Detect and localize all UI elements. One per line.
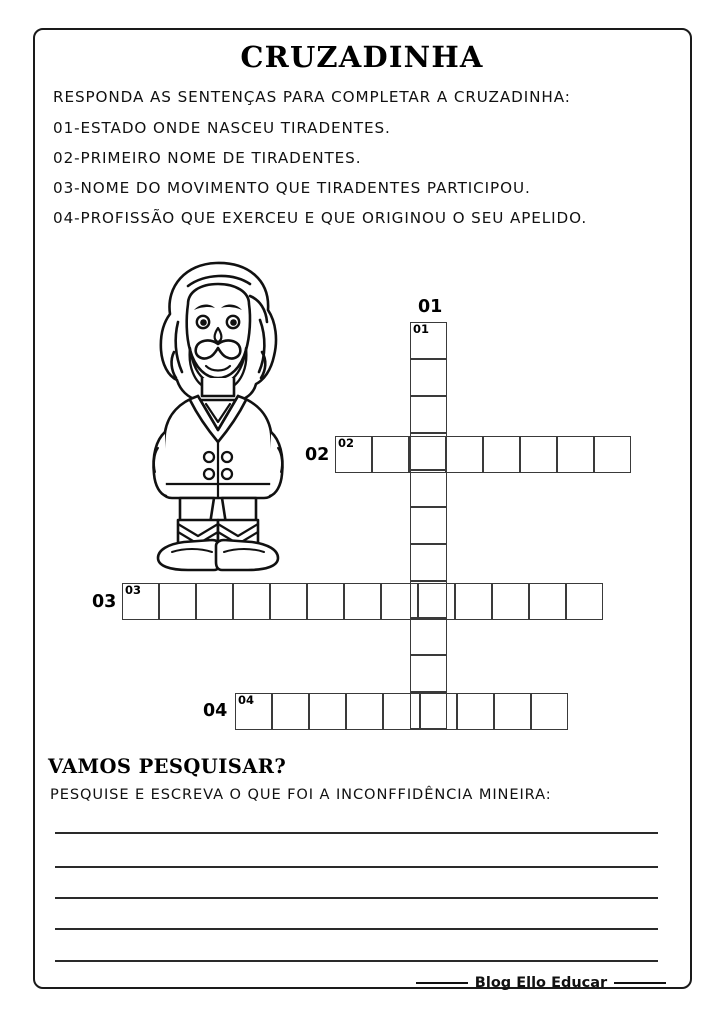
- crossword-label-02: 02: [305, 445, 330, 465]
- crossword-label-04: 04: [203, 701, 228, 721]
- crossword-cell[interactable]: [494, 693, 531, 730]
- crossword-cell[interactable]: [122, 583, 159, 620]
- crossword-cell[interactable]: [372, 436, 409, 473]
- footer-rule-right: [614, 982, 666, 984]
- crossword-cell[interactable]: [309, 693, 346, 730]
- footer-label: Blog Ello Educar: [474, 975, 608, 991]
- answer-line[interactable]: [55, 832, 658, 834]
- crossword-cell[interactable]: [410, 507, 447, 544]
- crossword-cell[interactable]: [346, 693, 383, 730]
- crossword-cell[interactable]: [557, 436, 594, 473]
- crossword-cell[interactable]: [446, 436, 483, 473]
- footer: [416, 975, 666, 991]
- crossword-cell[interactable]: [272, 693, 309, 730]
- crossword-cell[interactable]: [566, 583, 603, 620]
- crossword-cell-number: 03: [125, 583, 142, 597]
- research-heading: VAMOS PESQUISAR?: [48, 755, 287, 778]
- crossword-cell[interactable]: [529, 583, 566, 620]
- crossword-cell[interactable]: [307, 583, 344, 620]
- crossword-cell[interactable]: [455, 583, 492, 620]
- answer-line[interactable]: [55, 866, 658, 868]
- crossword-cell[interactable]: [594, 436, 631, 473]
- answer-line[interactable]: [55, 960, 658, 962]
- clue-item-04: 04-PROFISSÃO QUE EXERCEU E QUE ORIGINOU O SEU APELIDO.: [53, 209, 588, 227]
- crossword-cell[interactable]: [410, 544, 447, 581]
- crossword-cell[interactable]: [344, 583, 381, 620]
- instructions-block: [53, 88, 663, 239]
- crossword-cell[interactable]: [383, 693, 420, 730]
- instructions-lead: RESPONDA AS SENTENÇAS PARA COMPLETAR A CRUZADINHA:: [53, 88, 571, 106]
- research-prompt: PESQUISE E ESCREVA O QUE FOI A INCONFFIDÊNCIA MINEIRA:: [50, 786, 552, 803]
- crossword-cell-number: 01: [413, 322, 430, 336]
- crossword-cell[interactable]: [410, 359, 447, 396]
- crossword-cell[interactable]: [418, 583, 455, 620]
- crossword-cell[interactable]: [410, 618, 447, 655]
- crossword-cell[interactable]: [483, 436, 520, 473]
- crossword-cell[interactable]: [233, 583, 270, 620]
- answer-line[interactable]: [55, 897, 658, 899]
- crossword-cell[interactable]: [410, 396, 447, 433]
- crossword-cell[interactable]: [196, 583, 233, 620]
- crossword-cell-number: 04: [238, 693, 255, 707]
- page-title: CRUZADINHA: [240, 40, 484, 74]
- crossword-cell[interactable]: [492, 583, 529, 620]
- crossword-cell[interactable]: [381, 583, 418, 620]
- crossword-cell[interactable]: [520, 436, 557, 473]
- clue-item-03: 03-NOME DO MOVIMENTO QUE TIRADENTES PARTICIPOU.: [53, 179, 531, 197]
- clue-item-02: 02-PRIMEIRO NOME DE TIRADENTES.: [53, 149, 362, 167]
- crossword-cell[interactable]: [235, 693, 272, 730]
- crossword-cell[interactable]: [410, 322, 447, 359]
- crossword-cell[interactable]: [159, 583, 196, 620]
- crossword-cell-number: 02: [338, 436, 355, 450]
- crossword-cell[interactable]: [410, 655, 447, 692]
- crossword-label-03: 03: [92, 592, 117, 612]
- crossword-cell[interactable]: [270, 583, 307, 620]
- answer-line[interactable]: [55, 928, 658, 930]
- clue-item-01: 01-ESTADO ONDE NASCEU TIRADENTES.: [53, 119, 391, 137]
- crossword-cell[interactable]: [409, 436, 446, 473]
- crossword-cell[interactable]: [457, 693, 494, 730]
- crossword-cell[interactable]: [531, 693, 568, 730]
- crossword-cell[interactable]: [410, 470, 447, 507]
- crossword-cell[interactable]: [335, 436, 372, 473]
- tiradentes-illustration: [128, 252, 308, 572]
- crossword-cell[interactable]: [420, 693, 457, 730]
- crossword-label-01: 01: [418, 297, 443, 317]
- footer-rule-left: [416, 982, 468, 984]
